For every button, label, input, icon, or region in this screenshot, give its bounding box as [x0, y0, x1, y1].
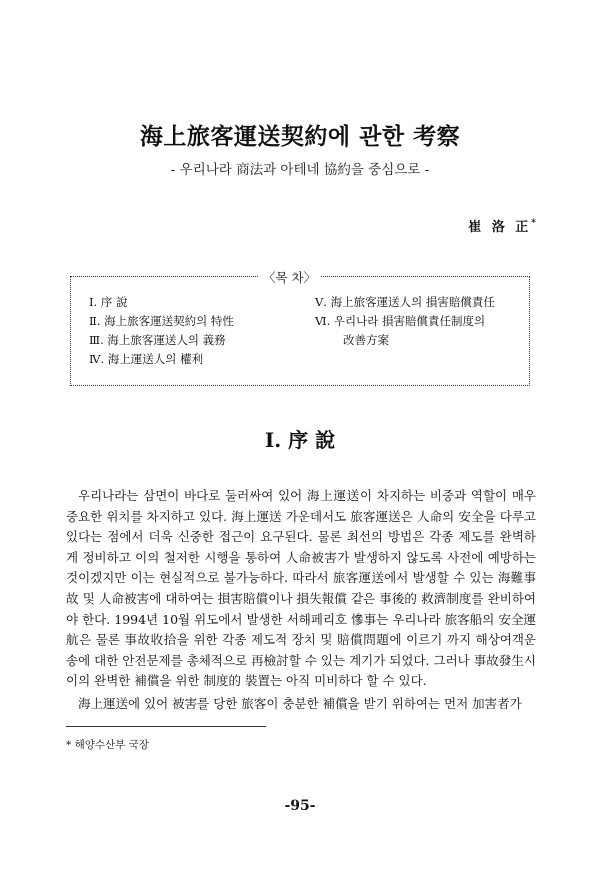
toc-item-continuation: 改善方案 — [343, 333, 389, 347]
author-footnote-marker: * — [531, 218, 536, 229]
toc-item: Ⅵ. 우리나라 損害賠償責任制度의 — [315, 314, 486, 328]
toc-item: Ⅱ. 海上旅客運送契約의 特性 — [89, 314, 234, 328]
toc-left-column — [89, 293, 309, 369]
paper-subtitle: - 우리나라 商法과 아테네 協約을 중심으로 - — [170, 162, 430, 178]
section-heading: Ⅰ. 序 說 — [264, 428, 336, 452]
toc-item: Ⅴ. 海上旅客運送人의 損害賠償責任 — [315, 295, 495, 309]
author-name: 崔 洛 正 — [468, 220, 532, 235]
body-paragraph — [66, 486, 536, 692]
author — [468, 216, 536, 235]
toc-heading: 〈목 차〉 — [259, 268, 320, 286]
footnote-divider — [66, 726, 266, 727]
body-paragraph-2: 海上運送에 있어 被害를 당한 旅客이 충분한 補償을 받기 위하여는 먼저 加害者가 — [78, 696, 522, 711]
paragraph-text: 우리나라는 삼면이 바다로 둘러싸여 있어 海上運送이 차지하는 비중과 역할이 매우 중요한 위치를 차지하고 있다. 海上運送 가운데서도 旅客運送은 人命의 安全을 다루고 있다는 점에서 더욱 신중한 접근이 요구된다. 물론 최선의 방법은 각종 제도를 완벽하게 정비하고 이의 철저한 시행을 통하여 人命被害가 발생하지 않도록 사전에 예방하는 것이겠지만 이는 현실적으로 불가능하다. 따라서 旅客運送에서 발생할 수 있는 海難事故 및 人命被害에 대하여는 損害賠償이나 損失報償 같은 事後的 救濟制度를 완비하여야 한다. 1994년 10월 위도에서 발생한 서해페리호 慘事는 우리나라 旅客船의 安全運航은 물론 事故收拾을 위한 각종 제도적 장치 및 賠償問題에 이르기 까지 해상여객운송에 대한 안전문제를 총체적으로 再檢討할 수 있는 계기가 되었다. 그러나 事故發生시 이의 완벽한 補償을 위한 制度的 裝置는 아직 미비하다 할 수 있다. — [66, 488, 536, 689]
table-of-contents — [70, 270, 530, 386]
paper-title: 海上旅客運送契約에 관한 考察 — [139, 123, 461, 150]
toc-item: Ⅰ. 序 說 — [89, 295, 128, 309]
toc-item: Ⅲ. 海上旅客運送人의 義務 — [89, 333, 226, 347]
footnote: * 해양수산부 국장 — [66, 739, 149, 751]
toc-right-column — [315, 293, 515, 350]
toc-item: Ⅳ. 海上運送人의 權利 — [89, 352, 204, 366]
page-number: -95- — [284, 798, 316, 814]
